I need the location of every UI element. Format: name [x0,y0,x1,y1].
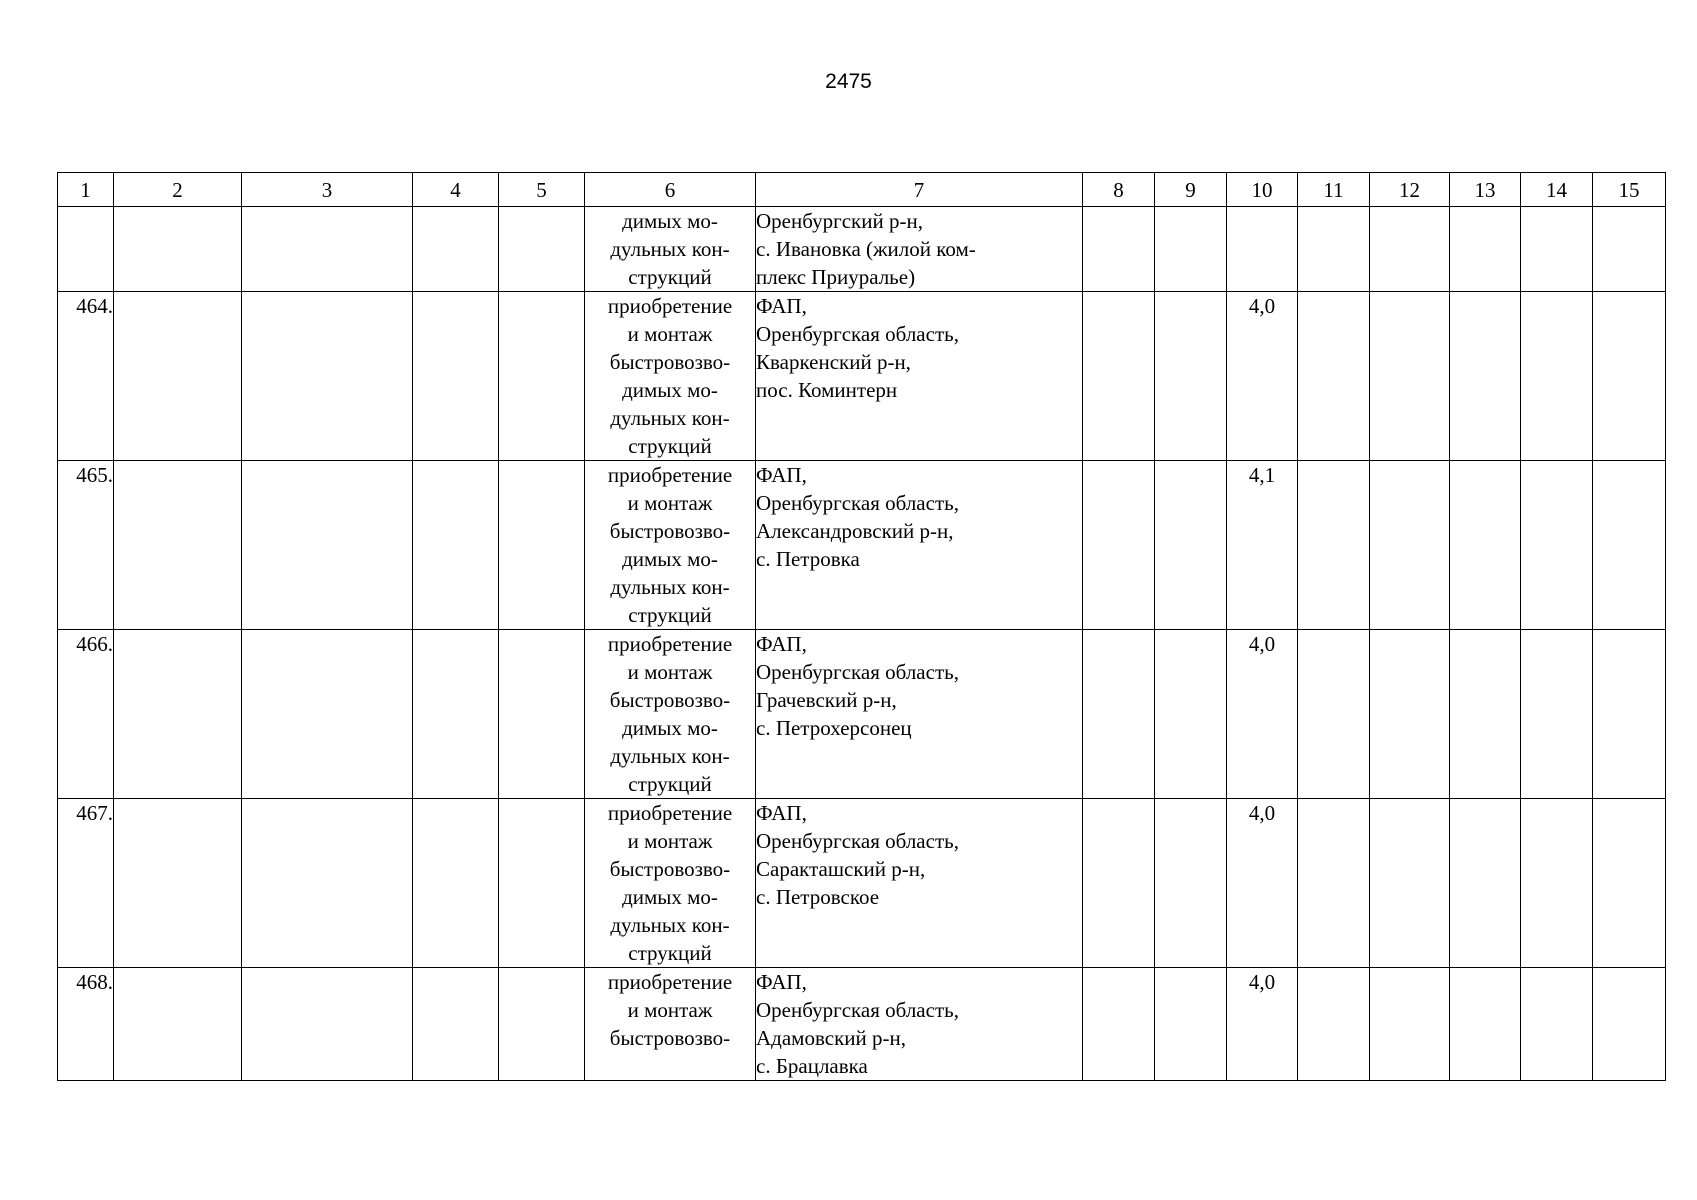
column-number-row [58,173,1666,207]
object-cell: Оренбургский р-н, с. Ивановка (жилой ком- плекс Приуралье) [756,207,1083,292]
table-row [58,292,1666,461]
table-row [58,207,1666,292]
object-cell: ФАП, Оренбургская область, Саракташский р-н, с. Петровское [756,799,1083,968]
column-header: 8 [1083,173,1155,207]
table-row [58,461,1666,630]
column-header: 14 [1521,173,1593,207]
table-row [58,799,1666,968]
column-header: 13 [1450,173,1521,207]
row-number [58,207,114,292]
value-cell: 4,0 [1227,799,1298,968]
table-row [58,630,1666,799]
row-number: 464. [58,292,114,461]
column-header: 7 [756,173,1083,207]
column-header: 4 [413,173,499,207]
value-cell: 4,0 [1227,968,1298,1081]
page-number: 2475 [825,70,872,93]
value-cell [1227,207,1298,292]
work-type-cell: приобретение и монтаж быстровозво- димых мо- дульных кон- струкций [585,461,756,630]
value-cell: 4,1 [1227,461,1298,630]
column-header: 2 [114,173,242,207]
value-cell: 4,0 [1227,630,1298,799]
object-cell: ФАП, Оренбургская область, Александровский р-н, с. Петровка [756,461,1083,630]
column-header: 5 [499,173,585,207]
column-header: 6 [585,173,756,207]
work-type-cell: приобретение и монтаж быстровозво- димых мо- дульных кон- струкций [585,630,756,799]
row-number: 468. [58,968,114,1081]
column-header: 10 [1227,173,1298,207]
row-number: 466. [58,630,114,799]
object-cell: ФАП, Оренбургская область, Адамовский р-н, с. Брацлавка [756,968,1083,1081]
column-header: 3 [242,173,413,207]
table-row [58,968,1666,1081]
object-cell: ФАП, Оренбургская область, Грачевский р-н, с. Петрохерсонец [756,630,1083,799]
value-cell: 4,0 [1227,292,1298,461]
column-header: 11 [1298,173,1370,207]
row-number: 467. [58,799,114,968]
object-cell: ФАП, Оренбургская область, Кваркенский р-н, пос. Коминтерн [756,292,1083,461]
work-type-cell: приобретение и монтаж быстровозво- [585,968,756,1081]
column-header: 15 [1593,173,1666,207]
data-table [57,172,1666,1081]
work-type-cell: димых мо- дульных кон- струкций [585,207,756,292]
column-header: 9 [1155,173,1227,207]
column-header: 12 [1370,173,1450,207]
work-type-cell: приобретение и монтаж быстровозво- димых мо- дульных кон- струкций [585,799,756,968]
column-header: 1 [58,173,114,207]
row-number: 465. [58,461,114,630]
work-type-cell: приобретение и монтаж быстровозво- димых мо- дульных кон- струкций [585,292,756,461]
